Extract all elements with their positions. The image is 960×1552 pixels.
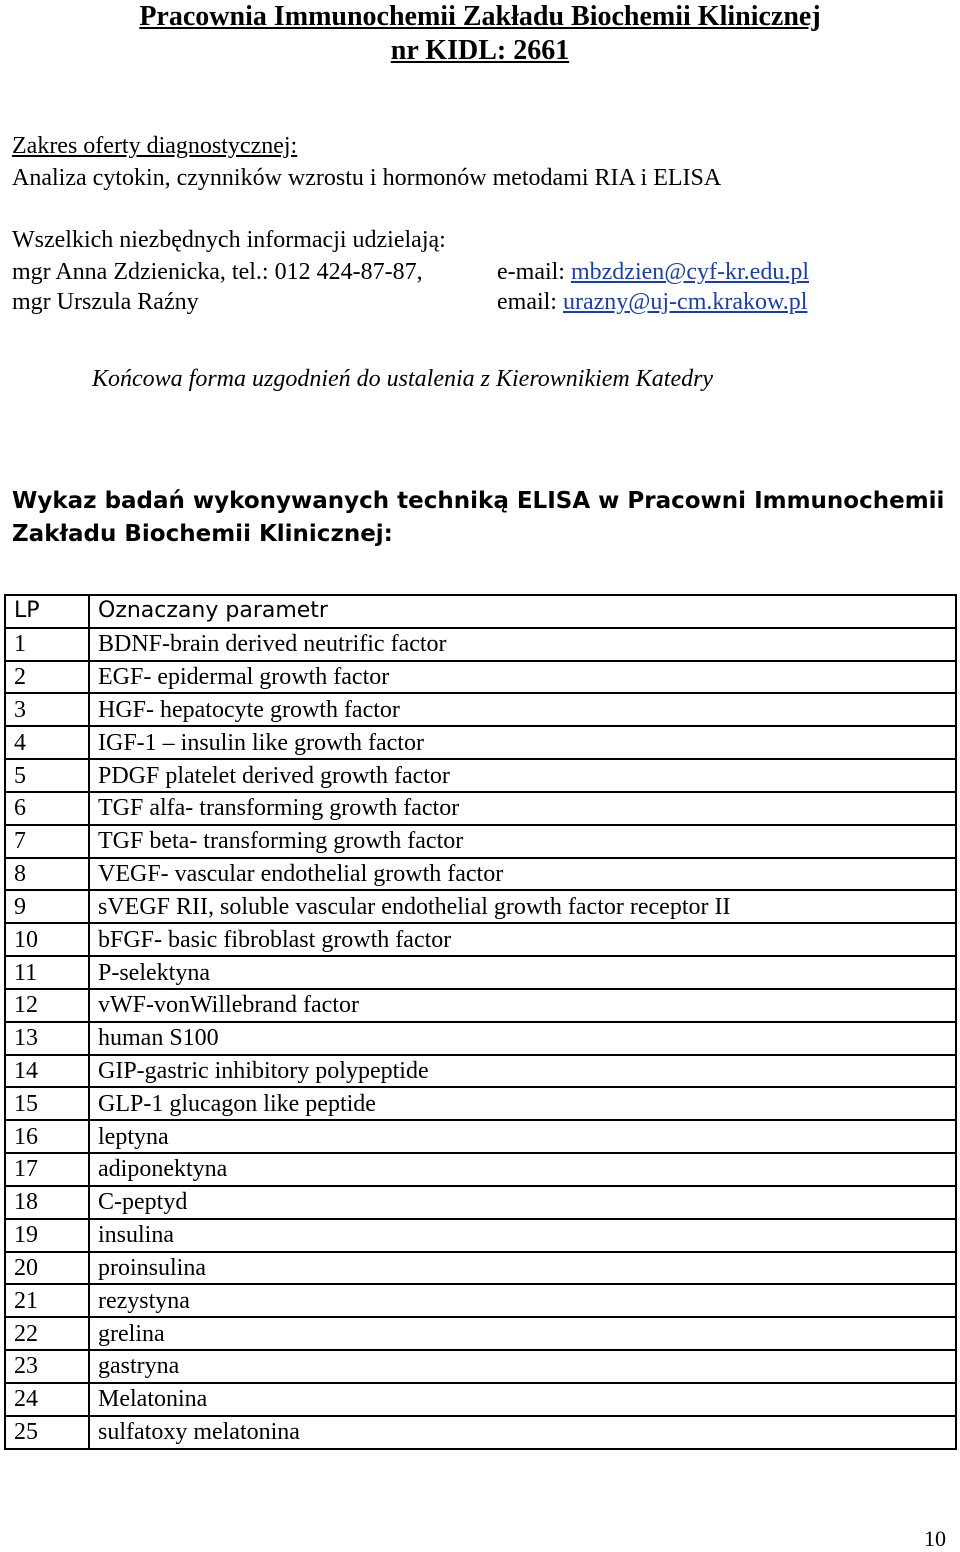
row-parameter: insulina	[89, 1219, 956, 1252]
row-number: 6	[5, 792, 89, 825]
table-row	[5, 726, 956, 759]
row-number: 7	[5, 825, 89, 858]
row-number: 1	[5, 628, 89, 661]
row-parameter: TGF alfa- transforming growth factor	[89, 792, 956, 825]
header-parameter: Oznaczany parametr	[89, 595, 956, 628]
table-row	[5, 1219, 956, 1252]
table-row	[5, 759, 956, 792]
table-row	[5, 1350, 956, 1383]
note-text: Końcowa forma uzgodnień do ustalenia z Kierownikiem Katedry	[92, 366, 714, 392]
page-title-line-2: nr KIDL: 2661	[390, 35, 570, 66]
table-row	[5, 890, 956, 923]
row-number: 9	[5, 890, 89, 923]
table-row	[5, 1153, 956, 1186]
row-number: 14	[5, 1055, 89, 1088]
contact-email-2	[497, 287, 807, 317]
contacts-intro: Wszelkich niezbędnych informacji udzielają:	[12, 227, 446, 253]
table-row	[5, 858, 956, 891]
page-title-line-1: Pracownia Immunochemii Zakładu Biochemii Klinicznej	[139, 1, 821, 32]
row-parameter: sVEGF RII, soluble vascular endothelial growth factor receptor II	[89, 890, 956, 923]
table-row	[5, 1087, 956, 1120]
row-number: 22	[5, 1317, 89, 1350]
table-row	[5, 989, 956, 1022]
email-link-2[interactable]: urazny@uj-cm.krakow.pl	[562, 289, 808, 315]
row-parameter: TGF beta- transforming growth factor	[89, 825, 956, 858]
row-number: 3	[5, 693, 89, 726]
row-parameter: vWF-vonWillebrand factor	[89, 989, 956, 1022]
row-parameter: bFGF- basic fibroblast growth factor	[89, 923, 956, 956]
row-number: 10	[5, 923, 89, 956]
contact-email-label-1: e-mail:	[497, 259, 571, 285]
table-row	[5, 825, 956, 858]
row-parameter: grelina	[89, 1317, 956, 1350]
page-number: 10	[924, 1526, 946, 1551]
table-row	[5, 923, 956, 956]
row-parameter: leptyna	[89, 1120, 956, 1153]
row-number: 13	[5, 1022, 89, 1055]
row-number: 19	[5, 1219, 89, 1252]
row-number: 16	[5, 1120, 89, 1153]
table-row	[5, 1055, 956, 1088]
row-number: 11	[5, 956, 89, 989]
row-parameter: sulfatoxy melatonina	[89, 1416, 956, 1449]
row-parameter: GLP-1 glucagon like peptide	[89, 1087, 956, 1120]
contact-name-2: mgr Urszula Raźny	[12, 289, 199, 315]
row-number: 23	[5, 1350, 89, 1383]
table-row	[5, 1317, 956, 1350]
table-row	[5, 956, 956, 989]
row-number: 15	[5, 1087, 89, 1120]
table-row	[5, 1186, 956, 1219]
list-heading: Wykaz badań wykonywanych techniką ELISA w Pracowni Immunochemii Zakładu Biochemii Klinicznej:	[12, 488, 945, 547]
row-parameter: GIP-gastric inhibitory polypeptide	[89, 1055, 956, 1088]
offer-text: Analiza cytokin, czynników wzrostu i hormonów metodami RIA i ELISA	[12, 165, 722, 191]
row-number: 20	[5, 1252, 89, 1285]
row-parameter: proinsulina	[89, 1252, 956, 1285]
row-number: 25	[5, 1416, 89, 1449]
row-number: 18	[5, 1186, 89, 1219]
row-parameter: HGF- hepatocyte growth factor	[89, 693, 956, 726]
row-parameter: human S100	[89, 1022, 956, 1055]
contact-email-label-2: email:	[497, 289, 563, 315]
row-parameter: rezystyna	[89, 1284, 956, 1317]
parameter-table	[4, 594, 957, 1450]
table-row	[5, 1383, 956, 1416]
table-row	[5, 1284, 956, 1317]
row-number: 4	[5, 726, 89, 759]
row-parameter: adiponektyna	[89, 1153, 956, 1186]
contact-email-1	[497, 257, 809, 287]
table-row	[5, 661, 956, 694]
contact-name-1: mgr Anna Zdzienicka, tel.: 012 424-87-87,	[12, 259, 423, 285]
table-row	[5, 693, 956, 726]
row-parameter: IGF-1 – insulin like growth factor	[89, 726, 956, 759]
row-parameter: EGF- epidermal growth factor	[89, 661, 956, 694]
row-number: 12	[5, 989, 89, 1022]
header-lp: LP	[5, 595, 89, 628]
row-number: 5	[5, 759, 89, 792]
offer-label: Zakres oferty diagnostycznej:	[12, 133, 298, 159]
row-parameter: P-selektyna	[89, 956, 956, 989]
row-parameter: PDGF platelet derived growth factor	[89, 759, 956, 792]
row-parameter: C-peptyd	[89, 1186, 956, 1219]
row-parameter: VEGF- vascular endothelial growth factor	[89, 858, 956, 891]
table-row	[5, 1252, 956, 1285]
table-header-row	[5, 595, 956, 628]
row-number: 8	[5, 858, 89, 891]
table-row	[5, 1022, 956, 1055]
row-parameter: Melatonina	[89, 1383, 956, 1416]
row-number: 17	[5, 1153, 89, 1186]
table-row	[5, 628, 956, 661]
row-parameter: BDNF-brain derived neutrific factor	[89, 628, 956, 661]
table-row	[5, 792, 956, 825]
row-parameter: gastryna	[89, 1350, 956, 1383]
table-row	[5, 1120, 956, 1153]
row-number: 24	[5, 1383, 89, 1416]
table-row	[5, 1416, 956, 1449]
row-number: 21	[5, 1284, 89, 1317]
email-link-1[interactable]: mbzdzien@cyf-kr.edu.pl	[570, 259, 809, 285]
row-number: 2	[5, 661, 89, 694]
